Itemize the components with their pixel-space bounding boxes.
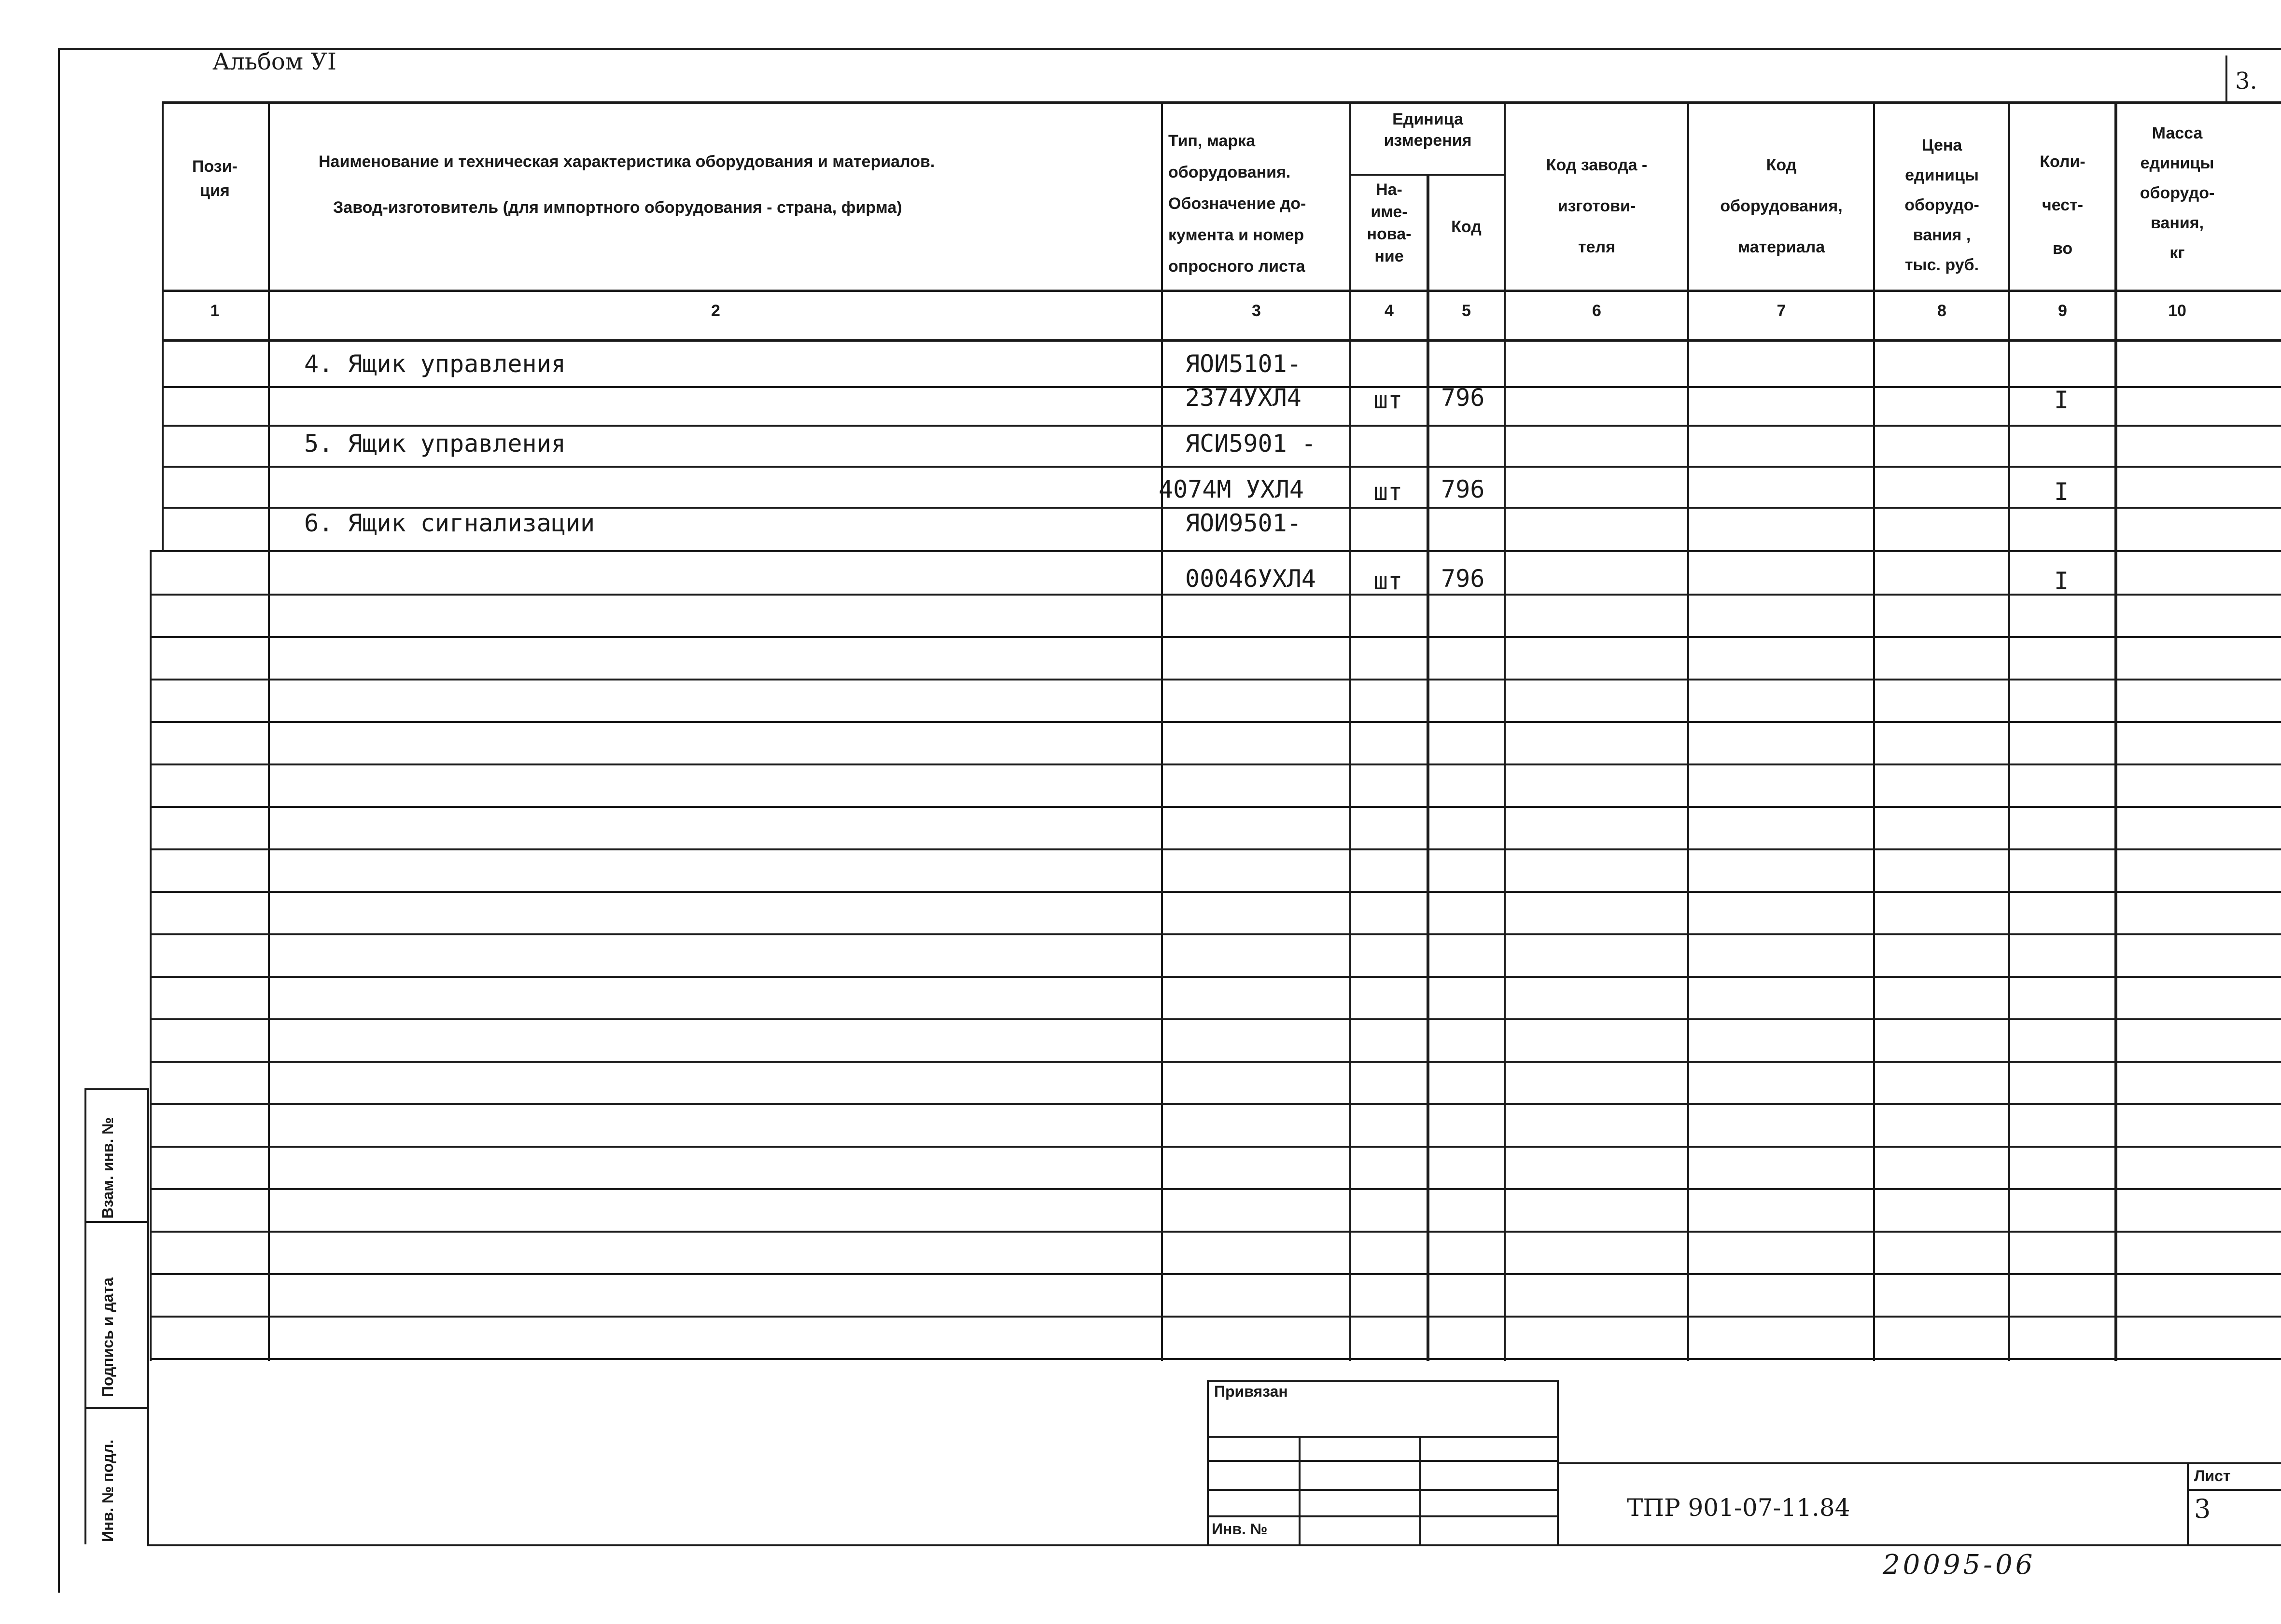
col-header-name-1: Наименование и техническая характеристика оборудования и материалов.	[319, 153, 935, 171]
row-divider	[162, 466, 2281, 468]
col-num-5: 5	[1462, 302, 1471, 320]
row-divider	[150, 1316, 2281, 1318]
item-type: 2374УХЛ4	[1185, 384, 1301, 412]
row-divider	[150, 763, 2281, 765]
col-header-eqcode: Код оборудования, материала	[1720, 156, 1843, 256]
col-sep-3	[1349, 101, 1351, 1361]
item-unit: шт	[1373, 478, 1403, 506]
item-type: ЯОИ5101-	[1185, 350, 1301, 378]
item-qty: I	[2054, 567, 2069, 595]
row-divider	[150, 1103, 2281, 1105]
col-num-6: 6	[1592, 302, 1601, 320]
item-type: 00046УХЛ4	[1185, 565, 1316, 593]
item-type: ЯОИ9501-	[1185, 509, 1301, 537]
col-sep-6	[1687, 101, 1689, 1361]
col-sep-4	[1427, 174, 1429, 1361]
frame-bottom	[147, 1544, 2281, 1546]
col-num-7: 7	[1777, 302, 1786, 320]
col-header-qty: Коли- чест- во	[2040, 153, 2085, 258]
col-num-9: 9	[2058, 302, 2067, 320]
col-sep-0-low	[150, 550, 152, 1361]
row-divider	[150, 636, 2281, 638]
album-label: Альбом УI	[212, 48, 337, 75]
col-header-name-2: Завод-изготовитель (для импортного оборудования - страна, фирма)	[333, 198, 902, 217]
row-divider	[162, 425, 2281, 427]
corner-page-mark: 3.	[2235, 68, 2257, 95]
col-sep-2	[1161, 101, 1163, 1361]
col-header-plant: Код завода - изготови- теля	[1546, 156, 1648, 256]
row-divider	[150, 1231, 2281, 1233]
item-unit-code: 796	[1441, 384, 1485, 412]
left-border	[58, 48, 60, 1593]
side-block-div2	[84, 1407, 147, 1409]
side-label-inv-podl: Инв. № подл.	[99, 1439, 116, 1542]
row-divider	[150, 976, 2281, 978]
col-num-1: 1	[210, 302, 220, 320]
col-sep-8	[2008, 101, 2010, 1361]
row-divider	[150, 679, 2281, 680]
item-unit: шт	[1373, 386, 1403, 414]
item-name: 5. Ящик управления	[304, 430, 566, 458]
top-border	[58, 48, 2281, 50]
stamp-inv-no: Инв. №	[1212, 1520, 1268, 1538]
row-divider	[150, 721, 2281, 723]
col-num-4: 4	[1385, 302, 1394, 320]
sheet-divider	[2187, 1462, 2189, 1544]
col-sep-0	[162, 101, 164, 550]
col-sep-5	[1504, 101, 1506, 1361]
col-header-unit-name: На- име- нова- ние	[1367, 180, 1412, 265]
stamp-privyazan: Привязан	[1214, 1383, 1288, 1400]
col-sep-1	[268, 101, 270, 1361]
item-name: 6. Ящик сигнализации	[304, 509, 595, 537]
row-divider	[150, 933, 2281, 935]
row-divider	[150, 1358, 2281, 1360]
col-num-8: 8	[1937, 302, 1946, 320]
sheet-number: 3	[2194, 1494, 2211, 1524]
side-label-inv-vzam: Взам. инв. №	[99, 1117, 116, 1219]
item-name: 4. Ящик управления	[304, 350, 566, 378]
row-divider	[150, 891, 2281, 893]
row-divider	[150, 1146, 2281, 1148]
row-divider	[150, 1061, 2281, 1063]
header-bottom	[162, 290, 2281, 292]
col-num-2: 2	[711, 302, 720, 320]
sheet-label-line	[2187, 1489, 2281, 1491]
handwritten-number: 20095-06	[1883, 1549, 2036, 1581]
col-sep-7	[1873, 101, 1875, 1361]
sheet-label: Лист	[2194, 1467, 2231, 1485]
col-sep-9	[2114, 101, 2117, 1361]
item-unit: шт	[1373, 567, 1403, 595]
side-block-div1	[84, 1221, 147, 1223]
col-num-10: 10	[2168, 302, 2186, 320]
row-divider	[150, 806, 2281, 808]
side-block-outer	[84, 1088, 86, 1544]
row-divider	[150, 594, 2281, 596]
item-unit-code: 796	[1441, 475, 1485, 503]
side-label-sign-date: Подпись и дата	[99, 1277, 116, 1397]
item-type: 4074М УХЛ4	[1159, 475, 1304, 503]
item-unit-code: 796	[1441, 565, 1485, 593]
col-num-3: 3	[1252, 302, 1261, 320]
item-type: ЯСИ5901 -	[1185, 430, 1316, 458]
document-code: ТПР 901-07-11.84	[1627, 1494, 1850, 1522]
corner-divider	[2225, 56, 2227, 104]
side-block-top	[84, 1088, 147, 1090]
row-divider	[150, 1273, 2281, 1275]
row-divider	[162, 507, 2281, 509]
row-divider	[150, 1018, 2281, 1020]
numbers-bottom	[162, 339, 2281, 342]
row-divider	[150, 848, 2281, 850]
table-top	[162, 101, 2281, 104]
row-divider	[150, 550, 2281, 552]
col-header-price: Цена единицы оборудо- вания , тыс. руб.	[1904, 136, 1979, 274]
side-block-inner	[147, 1088, 149, 1544]
col-header-pos: Пози- ция	[192, 157, 238, 200]
unit-split	[1349, 174, 1504, 176]
item-qty: I	[2054, 478, 2069, 506]
title-block-top	[1557, 1462, 2281, 1464]
col-header-unit-code: Код	[1451, 218, 1482, 236]
col-header-mass: Масса единицы оборудо- вания, кг	[2140, 124, 2215, 262]
col-header-type: Тип, марка оборудования. Обозначение до- кумента и номер опросного листа	[1168, 132, 1306, 276]
col-header-unit: Единица измерения	[1384, 110, 1472, 150]
item-qty: I	[2054, 386, 2069, 414]
row-divider	[150, 1188, 2281, 1190]
